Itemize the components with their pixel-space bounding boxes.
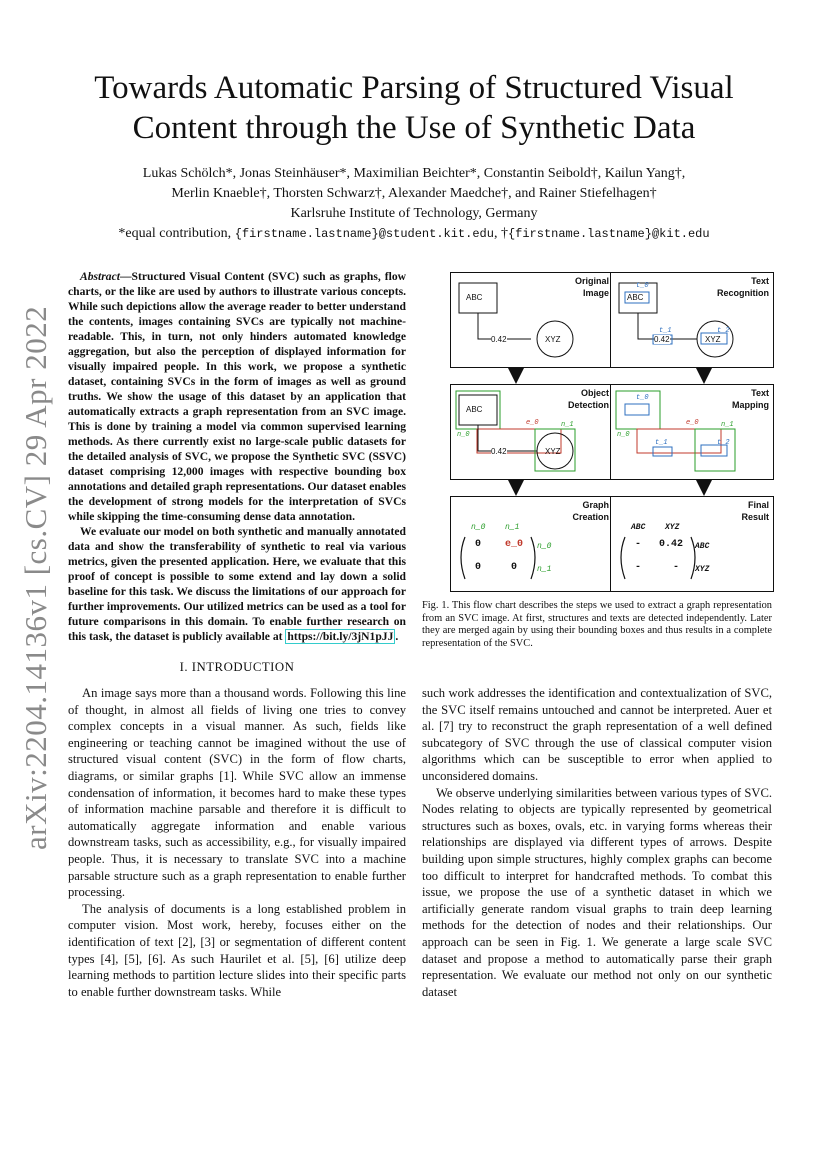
panel-label-final-result: Final Result xyxy=(741,500,769,522)
row-n1: n_1 xyxy=(537,565,552,574)
node-xyz: XYZ xyxy=(545,335,561,344)
row-abc: ABC xyxy=(695,542,710,551)
panel-graph-creation xyxy=(450,496,614,592)
object-detection-graph xyxy=(451,385,611,477)
contrib-sep: , † xyxy=(493,226,508,241)
title-line-2: Content through the Use of Synthetic Data xyxy=(132,110,696,146)
intro-left-column xyxy=(68,685,406,1000)
result-11: - xyxy=(673,562,680,573)
authors-line-1: Lukas Schölch*, Jonas Steinhäuser*, Maximilian Beichter*, Constantin Seibold†, Kailun Yang†, xyxy=(142,166,686,181)
panel-label-original: Original Image xyxy=(574,276,609,298)
contrib-prefix: *equal contribution, xyxy=(118,226,235,241)
od-abc: ABC xyxy=(466,405,483,414)
map-e0: e_0 xyxy=(686,419,699,427)
result-10: - xyxy=(635,562,642,573)
panel-original-image xyxy=(450,272,614,368)
matrix-01: e_0 xyxy=(505,539,524,550)
col-n1: n_1 xyxy=(505,523,520,532)
original-graph xyxy=(451,273,611,365)
abstract: Abstract—Structured Visual Content (SVC) such as graphs, flow charts, or the like are used by authors to illustrate various concepts. While such depictions allow the average reader to better understand the contents, images containing SVCs are typically not machine-readable. This, in turn, not only hinders automated knowledge aggregation, but also the perception of displayed information for visually impaired people. In this work, we propose a synthetic dataset, containing SVCs in the form of images as well as ground truths. We show the usage of this dataset by an application that automatically extracts a graph representation from an SVC image. This is done by training a model via common supervised learning methods. As there currently exist no large-scale public datasets for the detailed analysis of SVC, we propose the Synthetic SVC (SSVC) dataset comprising 12,000 images with respective bounding box annotations and detailed graph representations. Our dataset enables the development of strong models for the interpretation of SVCs while skipping the time-consuming dense data annotation. We evaluate our model on both synthetic and manually annotated data and show the transferability of synthetic to real via various metrics, given the presented application. Here, we evaluate that this proof of concept is possible to some extend and lay down a solid baseline for this task. We discuss the limitations of our approach for further improvements. Our utilized metrics can be used as a tool for future comparisons in this domain. To enable further research on this task, the dataset is publicly available at https://bit.ly/3jN1pJJ . xyxy=(68,270,406,643)
panel-text-recognition xyxy=(610,272,774,368)
col-abc: ABC xyxy=(631,523,646,532)
matrix-11: 0 xyxy=(511,562,518,573)
contribution-note xyxy=(60,224,768,244)
section-title: I. INTRODUCTION xyxy=(179,660,295,674)
label-n0: n_0 xyxy=(457,431,470,439)
row-xyz: XYZ xyxy=(695,565,710,574)
panel-object-detection xyxy=(450,384,614,480)
label-e0: e_0 xyxy=(526,419,539,427)
text-weight: 0.42 xyxy=(654,335,670,344)
panel-label-object-detection: Object Detection xyxy=(567,388,609,410)
intro-paragraph-3: such work addresses the identification and contextualization of SVC, the SVC itself remains untouched and cannot be interpreted. Auer et al. [7] try to reconstruct the graph representation of a well defined subcategory of SVC through the use of classical computer vision algorithms which can be susceptible to error when applied to unconsidered domains. xyxy=(422,686,772,783)
col-n0: n_0 xyxy=(471,523,486,532)
map-n0: n_0 xyxy=(617,431,630,439)
result-01: 0.42 xyxy=(659,539,684,550)
intro-paragraph-2: The analysis of documents is a long established problem in computer vision. Most work, hereby, focuses either on the identification of text [2], [3] or segmentation of different content types [4], [5], [6]. As such Haurilet et al. [5], [6] utilize deep learning methods to partition lecture slides into their specific parts to enable further downstream tasks. While xyxy=(68,901,406,999)
panel-label-text-mapping: Text Mapping xyxy=(732,388,769,410)
title-line-1: Towards Automatic Parsing of Structured Visual xyxy=(94,70,734,106)
row-n0: n_0 xyxy=(537,542,552,551)
text-xyz: XYZ xyxy=(705,335,721,344)
panel-label-graph-creation: Graph Creation xyxy=(572,500,609,522)
figure-caption: Fig. 1. This flow chart describes the steps we used to extract a graph representation from an SVC image. At first, structures and texts are detected independently. Later they are merged again by using their bounding boxes and thus results in a complete representation of the SVC. xyxy=(422,600,772,649)
od-weight: 0.42 xyxy=(491,447,507,456)
author-block xyxy=(60,164,768,244)
affiliation: Karlsruhe Institute of Technology, Germany xyxy=(290,206,538,221)
intro-right-column xyxy=(422,685,772,1000)
email-staff: {firstname.lastname}@kit.edu xyxy=(507,227,710,241)
od-xyz: XYZ xyxy=(545,447,561,456)
text-recognition-graph xyxy=(611,273,771,365)
intro-paragraph-1: An image says more than a thousand words. Following this line of thought, in almost all fields of living one tries to convey complex concepts in a visual manner. As such, fields like engineering or teaching cannot be imagined without the use of structured visual content (SVC) in the form of flow charts, diagrams, or similar graphs [1]. While SVC allow an immense condensation of information, it becomes hard to make these types of information machine parsable and therefore it is difficult to automatically aggregate information and enable various downstream tasks, such as accessibility, e.g., for visually impaired people. Thus, it is necessary to translate SVC into a machine parsable structure such as a graph representation to enable further processing. xyxy=(68,686,406,900)
label-t1: t_1 xyxy=(659,327,672,335)
label-t2: t_2 xyxy=(717,327,730,335)
map-n1: n_1 xyxy=(721,421,734,429)
text-mapping-graph xyxy=(611,385,771,477)
paper-title xyxy=(60,68,768,148)
dataset-link[interactable]: https://bit.ly/3jN1pJJ xyxy=(287,630,394,643)
panel-final-result xyxy=(610,496,774,592)
panel-label-text-recognition: Text Recognition xyxy=(717,276,769,298)
abstract-p2: We evaluate our model on both synthetic and manually annotated data and show the transferability of synthetic to real via various metrics, given the presented application. Here, we evaluate that this proof of concept is possible to some extend and lay down a solid baseline for this task. We discuss the limitations of our approach for further improvements. Our utilized metrics can be used as a tool for future comparisons in this domain. To enable further research on this task, the dataset is publicly available at xyxy=(68,525,406,643)
intro-paragraph-4: We observe underlying similarities between various types of SVC. Nodes relating to objects are typically represented by geometrical structures such as boxes, ovals, etc. in varying forms whereas their relationships are displayed via different types of arrows. Despite building upon simple structures, highly complex graphs can become too difficult to interpret for handcrafted methods. To combat this issue, we propose the use of a synthetic dataset in which we artificially generate random visual graphs to train deep learning methods for the detection of nodes and their relationships. Our approach can be seen in Fig. 1. We generate a large scale SVC dataset and propose a method to automatically parse their graph representation. We evaluate our method not only on our synthetic dataset xyxy=(422,785,772,999)
map-t2: t_2 xyxy=(717,439,730,447)
node-abc: ABC xyxy=(466,293,483,302)
col-xyz: XYZ xyxy=(665,523,680,532)
label-t0: t_0 xyxy=(636,282,649,290)
matrix-00: 0 xyxy=(475,539,482,550)
abstract-p1: —Structured Visual Content (SVC) such as graphs, flow charts, or the like are used by authors to illustrate various concepts. While such depictions allow the average reader to better understand the contents, images containing SVCs are typically not machine-readable. This, in turn, not only hinders automated knowledge aggregation, but also the perception of displayed information for visually impaired people. In this work, we propose a synthetic dataset, containing SVCs in the form of images as well as ground truths. We show the usage of this dataset by an application that automatically extracts a graph representation from an SVC image. This is done by training a model via common supervised learning methods. As there currently exist no large-scale public datasets for the detailed analysis of SVC, we propose the Synthetic SVC (SSVC) dataset comprising 12,000 images with respective bounding box annotations and detailed graph representations. Our dataset enables the development of strong models for the interpretation of SVCs while skipping the time-consuming dense data annotation. xyxy=(68,270,406,523)
edge-weight: 0.42 xyxy=(491,335,507,344)
abstract-lead: Abstract xyxy=(80,270,120,283)
panel-text-mapping xyxy=(610,384,774,480)
email-student: {firstname.lastname}@student.kit.edu xyxy=(234,227,494,241)
flow-chart-figure xyxy=(448,270,772,594)
result-00: - xyxy=(635,539,642,550)
map-t1: t_1 xyxy=(655,439,668,447)
map-t0: t_0 xyxy=(636,394,649,402)
arxiv-stamp: arXiv:2204.14136v1 [cs.CV] 29 Apr 2022 xyxy=(18,305,53,850)
authors-line-2: Merlin Knaeble†, Thorsten Schwarz†, Alexander Maedche†, and Rainer Stiefelhagen† xyxy=(171,186,657,201)
label-n1: n_1 xyxy=(561,421,574,429)
matrix-10: 0 xyxy=(475,562,482,573)
text-abc: ABC xyxy=(627,293,644,302)
